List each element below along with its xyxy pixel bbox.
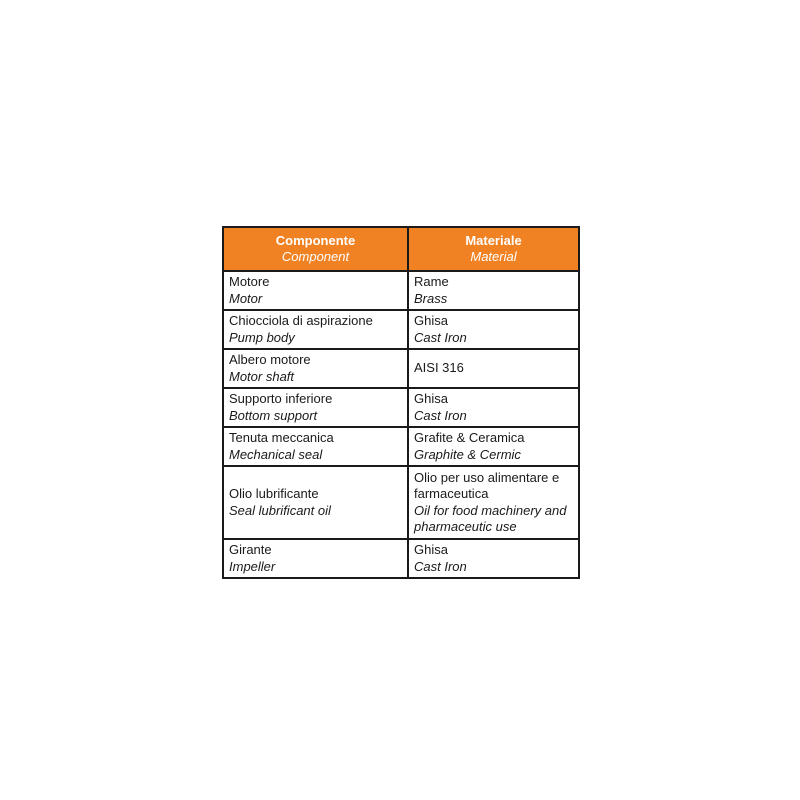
header-row <box>223 227 579 271</box>
materials-table <box>222 226 580 579</box>
component-cell <box>223 349 408 388</box>
header-material-en: Material <box>470 249 517 264</box>
component-en: Impeller <box>229 558 276 574</box>
material-cell <box>408 539 579 578</box>
component-cell <box>223 310 408 349</box>
table-row <box>223 349 579 388</box>
header-material-it: Materiale <box>465 232 522 248</box>
component-en: Mechanical seal <box>229 446 323 462</box>
material-it: Grafite & Ceramica <box>414 430 525 445</box>
component-en: Pump body <box>229 329 295 345</box>
component-en: Motor shaft <box>229 368 295 384</box>
material-cell <box>408 271 579 310</box>
material-it: Ghisa <box>414 542 448 557</box>
component-en: Motor <box>229 290 263 306</box>
material-it: AISI 316 <box>414 360 464 376</box>
material-cell <box>408 310 579 349</box>
component-it: Olio lubrificante <box>229 486 319 501</box>
header-material <box>408 227 579 271</box>
component-cell <box>223 466 408 539</box>
table-row <box>223 466 579 539</box>
component-it: Chiocciola di aspirazione <box>229 313 373 328</box>
component-it: Motore <box>229 274 270 289</box>
header-component-en: Component <box>281 249 350 264</box>
material-it: Rame <box>414 274 449 289</box>
table-row <box>223 271 579 310</box>
component-en: Seal lubrificant oil <box>229 502 331 518</box>
table-row <box>223 539 579 578</box>
component-en: Bottom support <box>229 407 318 423</box>
component-cell <box>223 427 408 466</box>
header-component-it: Componente <box>275 232 356 248</box>
material-en: Oil for food machinery and pharmaceutic use <box>414 502 567 534</box>
header-component <box>223 227 408 271</box>
component-cell <box>223 388 408 427</box>
material-cell <box>408 388 579 427</box>
material-it: Olio per uso alimentare e farmaceutica <box>414 469 560 501</box>
material-en: Cast Iron <box>414 558 467 574</box>
material-en: Brass <box>414 290 448 306</box>
material-it: Ghisa <box>414 313 448 328</box>
component-it: Tenuta meccanica <box>229 430 334 445</box>
component-cell <box>223 271 408 310</box>
table-row <box>223 427 579 466</box>
material-en: Graphite & Cermic <box>414 446 521 462</box>
component-cell <box>223 539 408 578</box>
material-cell <box>408 349 579 388</box>
material-cell <box>408 427 579 466</box>
material-cell <box>408 466 579 539</box>
component-it: Albero motore <box>229 352 311 367</box>
material-it: Ghisa <box>414 391 448 406</box>
component-it: Girante <box>229 542 272 557</box>
table-row <box>223 310 579 349</box>
table-row <box>223 388 579 427</box>
component-it: Supporto inferiore <box>229 391 333 406</box>
material-en: Cast Iron <box>414 407 467 423</box>
material-en: Cast Iron <box>414 329 467 345</box>
